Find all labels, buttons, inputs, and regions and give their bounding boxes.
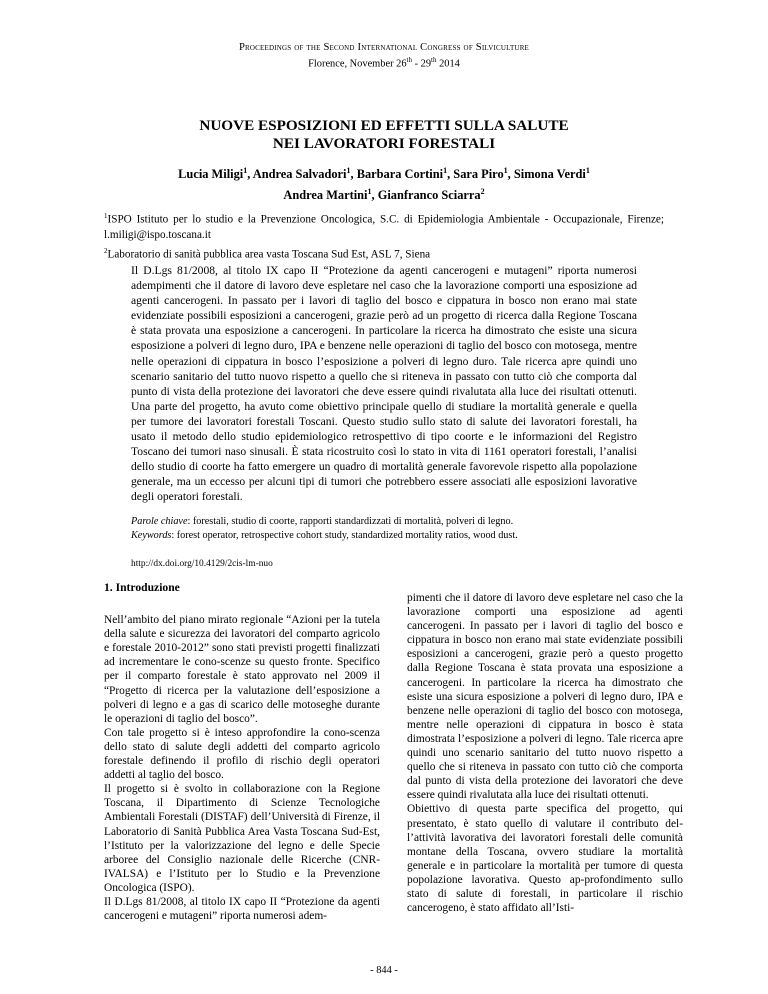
author-affiliation-mark: 1 [503,166,508,175]
title-line-1: NUOVE ESPOSIZIONI ED EFFETTI SULLA SALUTE [199,117,569,134]
paragraph: Con tale progetto si è inteso approfondire la cono-scenza dello stato di salute degli addetti del comparto agricolo forestale definendo il profilo di rischio degli operatori addetti al taglio del bosco. [104,726,380,782]
author-name: Simona Verdi [513,167,586,182]
paragraph: Il D.Lgs 81/2008, al titolo IX capo II “Protezione da agenti cancerogeni e mutageni” riporta numerosi adem- [104,895,380,923]
column-left [104,581,380,923]
author-affiliation-mark: 1 [443,166,448,175]
keywords-block [131,515,637,543]
author-affiliation-mark: 1 [367,187,372,197]
author-affiliation-mark: 1 [585,166,590,175]
author-affiliation-mark: 1 [346,166,351,175]
proceedings-title: Proceedings of the Second International Congress of Silviculture [238,42,530,53]
paragraph: Obiettivo di questa parte specifica del progetto, qui presentato, è stato quello di valutare il contributo del-l’attività lavorativa dei lavoratori forestali delle comunità montane della Toscana, ovvero studiare la mortalità generale e in particolare la mortalità per tumore di questa popolazione lavorativa. Questo ap-profondimento sullo stato di salute di forestali, in particolare il rischio cancerogeno, è stato affidato all’Isti- [407,803,683,915]
affiliation-2: $^2$Laboratorio di sanità pubblica area vasta Toscana Sud Est, ASL 7, Siena [104,246,431,261]
affiliation-1: $^1$ISPO Istituto per lo studio e la Prevenzione Oncologica, S.C. di Epidemiologia Ambientale - Occupazionale, Firenze; l.miligi@ispo.toscana.it [104,212,664,242]
keywords-italian: Parole chiave: forestali, studio di coorte, rapporti standardizzati di mortalità, polveri di legno. [131,516,514,527]
keywords-english: Keywords: forest operator, retrospective cohort study, standardized mortality ratios, wood dust. [131,530,518,541]
author-name: Lucia Miligi [178,167,244,182]
paragraph: pimenti che il datore di lavoro deve espletare nel caso che la lavorazione comporti una esposizione ad agenti cancerogeni. In passato per i lavori di taglio del bosco e cippatura in bosco non erano mai state evidenziate possibili esposizioni a cancerogeni, grazie però a questo progetto dalla Regione Toscana è stata provata una esposizione a cancerogeni. In particolare la ricerca ha dimostrato che esiste una sicura esposizione a polveri di legno duro, IPA e benzene nelle operazioni di taglio del bosco con motosega, mentre nelle operazioni di cippatura in bosco è stata dimostrata l’esposizione a polveri di legno. Tale ricerca apre quindi uno scenario sanitario del tutto nuovo rispetto a quello che si riteneva in passato con tutto ciò che comporta dal punto di vista della protezione dei lavoratori che deve essere quindi rivalutata alla luce dei risultati ottenuti. [407,592,683,802]
author-name: Barbara Cortini [356,167,444,182]
conference-dates: Florence, November 26th - 29th 2014 [308,56,460,70]
authors-line-1: Lucia Miligi$^1$, Andrea Salvadori$^1$, Barbara Cortini$^1$, Sara Piro$^1$, Simona Verdi$^1$ [178,166,590,182]
running-header [0,41,768,70]
author-name: Sara Piro [453,167,504,182]
author-affiliation-mark: 2 [480,187,485,197]
section-title: 1. Introduzione [104,581,180,594]
page-number: - 844 - [370,965,398,976]
author-name: Andrea Martini [283,188,368,203]
doi-link[interactable]: http://dx.doi.org/10.4129/2cis-lm-nuo [131,559,273,569]
author-name: Andrea Salvadori [252,167,347,182]
abstract: Il D.Lgs 81/2008, al titolo IX capo II “Protezione da agenti cancerogeni e mutageni” riporta numerosi adempimenti che il datore di lavoro deve espletare nel caso che la lavorazione comporti una esposizione ad agenti cancerogeni. In passato per i lavori di taglio del bosco e cippatura in bosco non erano mai state evidenziate possibili esposizioni a cancerogeni, grazie però ad un progetto di ricerca dalla Regione Toscana è stata provata una esposizione a cancerogeni. In particolare la ricerca ha dimostrato che esiste una sicura esposizione a polveri di legno duro, IPA e benzene nelle operazioni di taglio del bosco con motosega, mentre nelle operazioni di cippatura in bosco l’esposizione a polveri di legno duro. Tale ricerca apre quindi uno scenario sanitario del tutto nuovo rispetto a quello che si riteneva in passato con tutto ciò che comporta dal punto di vista della protezione dei lavoratori che deve essere quindi rivalutata alla luce dei risultati ottenuti. Una parte del progetto, ha avuto come obiettivo principale quello di studiare la mortalità generale e quella per tumore dei lavoratori forestali Toscani. Questo studio sullo stato di salute dei lavoratori forestali, ha usato il metodo dello studio epidemiologico retrospettivo di tipo coorte e le informazioni del Registro Toscano dei tumori naso sinusali. È stata ricostruito così lo stato in vita di 1161 operatori forestali, l’analisi dello studio di coorte ha fatto emergere un quadro di mortalità generale favorevole rispetto alla popolazione generale, ma un eccesso per alcuni tipi di tumori che potrebbero essere associati alle esposizioni lavorative degli operatori forestali. [131,264,637,504]
author-affiliation-mark: 1 [243,166,248,175]
title-line-2: NEI LAVORATORI FORESTALI [272,135,496,152]
authors-line-2: Andrea Martini$^1$, Gianfranco Sciarra$^2$ [283,187,485,203]
column-right [407,591,683,915]
paragraph: Il progetto si è svolto in collaborazione con la Regione Toscana, il Dipartimento di Scienze Tecnologiche Ambientali Forestali (DISTAF) dell’Università di Firenze, il Laboratorio di Sanità Pubblica Area Vasta Toscana Sud-Est, l’Istituto per la valorizzazione del legno e delle Specie arboree del Consiglio nazionale delle Ricerche (CNR-IVALSA) e l’Istituto per lo Studio e la Prevenzione Oncologica (ISPO). [104,783,380,894]
affiliations [104,209,664,263]
author-list [0,162,768,204]
author-name: Gianfranco Sciarra [377,188,481,203]
paragraph: Nell’ambito del piano mirato regionale “Azioni per la tutela della salute e sicurezza dei lavoratori del comparto agricolo e forestale 2010-2012” sono stati previsti progetti finalizzati ad incrementare le cono-scenze su questo fronte. Specifico per il comparto forestale è stato approvato nel 2009 il “Progetto di ricerca per la valutazione dell’esposizione a polveri di legno e a gas di scarico delle motoseghe durante le operazioni di taglio del bosco”. [104,614,380,725]
paper-title [0,117,768,153]
